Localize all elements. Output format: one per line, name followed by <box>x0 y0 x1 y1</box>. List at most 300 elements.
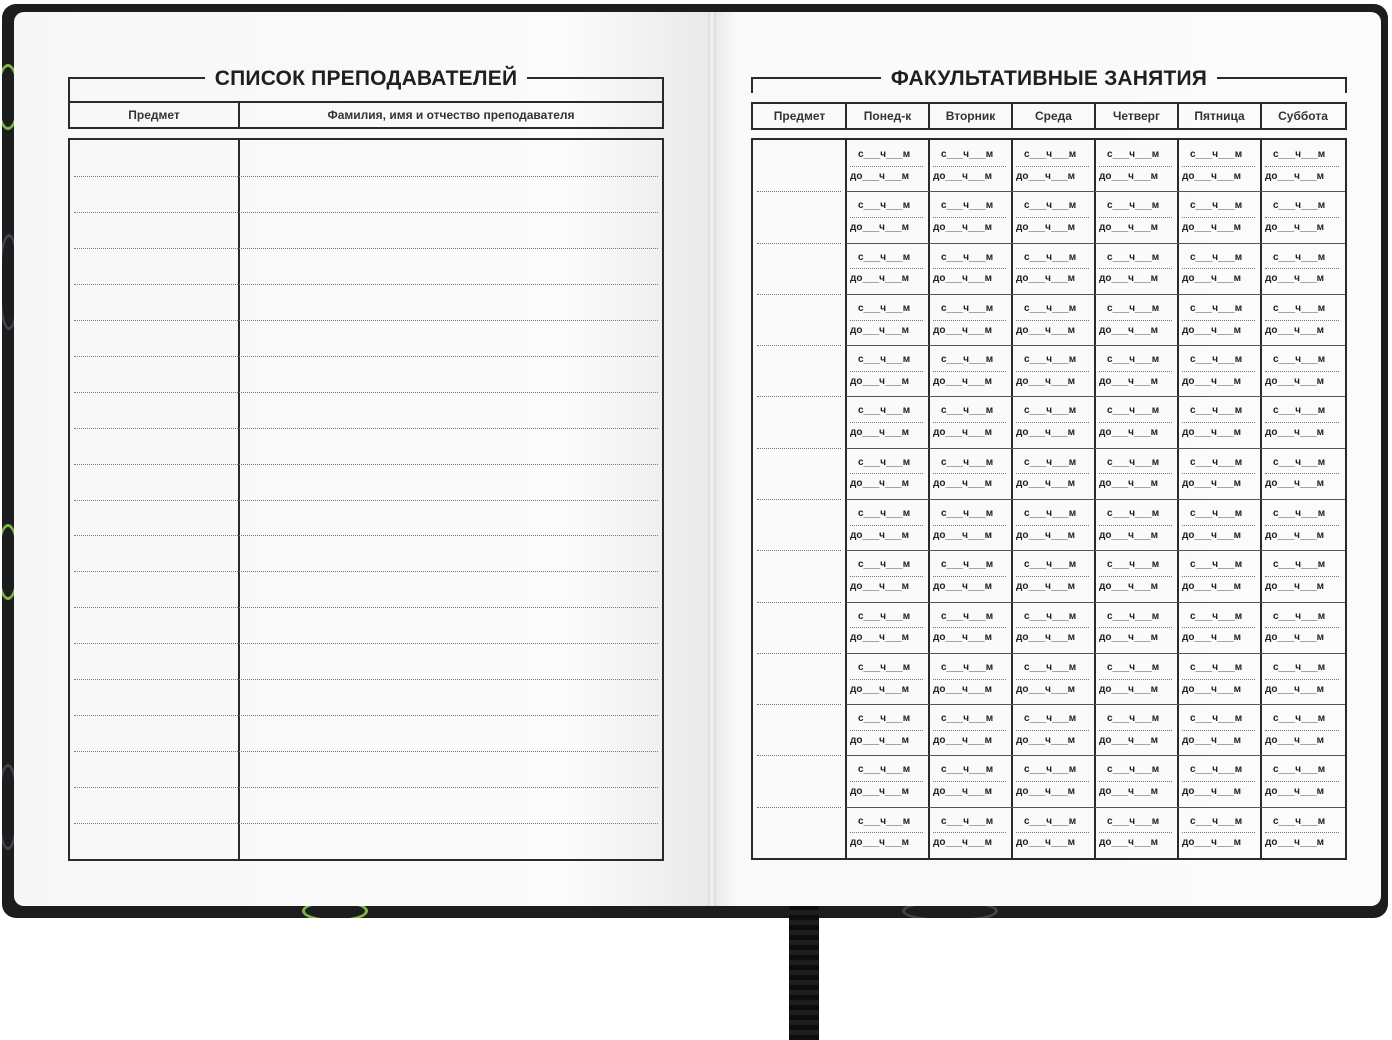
time-slot-divider <box>1265 679 1339 680</box>
time-from-field: с___ч___м <box>1190 200 1243 211</box>
electives-row-line <box>846 448 1345 449</box>
time-to-field: до___ч___м <box>850 427 910 438</box>
time-slot-divider <box>1182 730 1255 731</box>
time-from-field: с___ч___м <box>1024 303 1077 314</box>
time-from-field: с___ч___м <box>941 303 994 314</box>
time-slot-divider <box>933 217 1006 218</box>
time-to-field: до___ч___м <box>1099 171 1159 182</box>
header-subject: Предмет <box>128 108 180 122</box>
time-from-field: с___ч___м <box>1190 816 1243 827</box>
electives-header-day: Пятница <box>1194 109 1245 123</box>
time-slot-divider <box>1182 679 1255 680</box>
teachers-row-line <box>74 320 658 321</box>
time-from-field: с___ч___м <box>1190 662 1243 673</box>
time-to-field: до___ч___м <box>1182 222 1242 233</box>
time-to-field: до___ч___м <box>933 222 993 233</box>
time-from-field: с___ч___м <box>858 816 911 827</box>
teachers-row-line <box>74 464 658 465</box>
time-from-field: с___ч___м <box>1024 252 1077 263</box>
time-slot-divider <box>933 473 1006 474</box>
time-from-field: с___ч___м <box>941 559 994 570</box>
electives-subject-line <box>757 243 841 244</box>
time-from-field: с___ч___м <box>1190 303 1243 314</box>
electives-row-line <box>846 294 1345 295</box>
time-from-field: с___ч___м <box>1024 816 1077 827</box>
electives-title-row <box>751 64 1347 93</box>
time-slot-divider <box>1099 832 1172 833</box>
time-slot-divider <box>1016 781 1089 782</box>
time-slot-divider <box>1099 627 1172 628</box>
time-to-field: до___ч___м <box>1016 427 1076 438</box>
electives-row-line <box>846 499 1345 500</box>
time-to-field: до___ч___м <box>850 632 910 643</box>
time-to-field: до___ч___м <box>933 735 993 746</box>
time-from-field: с___ч___м <box>1190 252 1243 263</box>
time-from-field: с___ч___м <box>1190 508 1243 519</box>
electives-row-line <box>846 755 1345 756</box>
time-from-field: с___ч___м <box>941 149 994 160</box>
time-to-field: до___ч___м <box>850 786 910 797</box>
time-to-field: до___ч___м <box>1265 376 1325 387</box>
time-to-field: до___ч___м <box>1182 837 1242 848</box>
time-from-field: с___ч___м <box>858 764 911 775</box>
time-slot-divider <box>1265 166 1339 167</box>
time-to-field: до___ч___м <box>1182 735 1242 746</box>
time-slot-divider <box>1016 166 1089 167</box>
time-from-field: с___ч___м <box>858 303 911 314</box>
teachers-row-line <box>74 679 658 680</box>
electives-title: ФАКУЛЬТАТИВНЫЕ ЗАНЯТИЯ <box>890 66 1208 90</box>
time-to-field: до___ч___м <box>1016 222 1076 233</box>
time-to-field: до___ч___м <box>850 325 910 336</box>
time-from-field: с___ч___м <box>1107 816 1160 827</box>
time-from-field: с___ч___м <box>858 200 911 211</box>
time-from-field: с___ч___м <box>941 354 994 365</box>
time-from-field: с___ч___м <box>941 252 994 263</box>
time-to-field: до___ч___м <box>1265 171 1325 182</box>
time-to-field: до___ч___м <box>933 530 993 541</box>
teachers-row-line <box>74 428 658 429</box>
time-to-field: до___ч___м <box>850 222 910 233</box>
electives-header-day: Среда <box>1035 109 1072 123</box>
time-from-field: с___ч___м <box>1107 354 1160 365</box>
time-slot-divider <box>933 627 1006 628</box>
time-slot-divider <box>850 730 923 731</box>
time-to-field: до___ч___м <box>1016 171 1076 182</box>
time-from-field: с___ч___м <box>1107 662 1160 673</box>
time-slot-divider <box>1016 627 1089 628</box>
time-from-field: с___ч___м <box>941 764 994 775</box>
time-slot-divider <box>1099 166 1172 167</box>
electives-header-day: Вторник <box>945 109 996 123</box>
time-slot-divider <box>850 473 923 474</box>
time-slot-divider <box>850 217 923 218</box>
time-from-field: с___ч___м <box>1273 303 1326 314</box>
time-slot-divider <box>1016 730 1089 731</box>
teachers-row-line <box>74 571 658 572</box>
time-from-field: с___ч___м <box>1273 354 1326 365</box>
teachers-row-line <box>74 535 658 536</box>
teachers-row-line <box>74 212 658 213</box>
time-slot-divider <box>1016 422 1089 423</box>
time-from-field: с___ч___м <box>1190 405 1243 416</box>
time-slot-divider <box>1016 473 1089 474</box>
time-slot-divider <box>1016 320 1089 321</box>
electives-subject-line <box>757 294 841 295</box>
time-from-field: с___ч___м <box>1190 559 1243 570</box>
time-from-field: с___ч___м <box>1024 611 1077 622</box>
time-to-field: до___ч___м <box>850 478 910 489</box>
electives-table <box>751 138 1347 860</box>
time-slot-divider <box>933 832 1006 833</box>
time-to-field: до___ч___м <box>1099 273 1159 284</box>
electives-row-line <box>846 807 1345 808</box>
time-from-field: с___ч___м <box>1190 764 1243 775</box>
time-slot-divider <box>933 781 1006 782</box>
time-to-field: до___ч___м <box>1016 478 1076 489</box>
teachers-row-line <box>74 787 658 788</box>
time-from-field: с___ч___м <box>858 252 911 263</box>
time-slot-divider <box>933 679 1006 680</box>
time-from-field: с___ч___м <box>1024 559 1077 570</box>
time-slot-divider <box>1265 832 1339 833</box>
teachers-row-line <box>74 643 658 644</box>
time-slot-divider <box>1265 576 1339 577</box>
teachers-row-line <box>74 823 658 824</box>
time-from-field: с___ч___м <box>1190 457 1243 468</box>
electives-subject-line <box>757 396 841 397</box>
time-to-field: до___ч___м <box>1265 427 1325 438</box>
time-slot-divider <box>1182 781 1255 782</box>
electives-subject-line <box>757 807 841 808</box>
time-to-field: до___ч___м <box>1265 581 1325 592</box>
time-from-field: с___ч___м <box>858 457 911 468</box>
time-slot-divider <box>1016 525 1089 526</box>
time-to-field: до___ч___м <box>850 837 910 848</box>
electives-subject-line <box>757 653 841 654</box>
time-slot-divider <box>1182 320 1255 321</box>
time-to-field: до___ч___м <box>1099 325 1159 336</box>
time-from-field: с___ч___м <box>1273 200 1326 211</box>
time-from-field: с___ч___м <box>1190 354 1243 365</box>
time-from-field: с___ч___м <box>1190 611 1243 622</box>
time-from-field: с___ч___м <box>858 405 911 416</box>
time-from-field: с___ч___м <box>1024 713 1077 724</box>
electives-header-subject: Предмет <box>773 109 826 123</box>
time-from-field: с___ч___м <box>1273 508 1326 519</box>
time-from-field: с___ч___м <box>1024 354 1077 365</box>
time-slot-divider <box>1265 268 1339 269</box>
time-slot-divider <box>1265 781 1339 782</box>
teachers-row-line <box>74 500 658 501</box>
time-slot-divider <box>1182 422 1255 423</box>
time-from-field: с___ч___м <box>1107 149 1160 160</box>
time-slot-divider <box>933 166 1006 167</box>
time-to-field: до___ч___м <box>1182 478 1242 489</box>
time-from-field: с___ч___м <box>1273 662 1326 673</box>
electives-row-line <box>846 653 1345 654</box>
teachers-title-row <box>68 64 664 93</box>
time-to-field: до___ч___м <box>1265 837 1325 848</box>
time-from-field: с___ч___м <box>1273 457 1326 468</box>
teachers-header <box>68 91 664 129</box>
time-slot-divider <box>933 268 1006 269</box>
time-slot-divider <box>850 525 923 526</box>
time-to-field: до___ч___м <box>1182 171 1242 182</box>
time-from-field: с___ч___м <box>1024 764 1077 775</box>
time-slot-divider <box>1265 525 1339 526</box>
time-slot-divider <box>850 320 923 321</box>
time-to-field: до___ч___м <box>1265 530 1325 541</box>
electives-header-day: Понед-к <box>863 109 912 123</box>
electives-row-line <box>846 704 1345 705</box>
time-to-field: до___ч___м <box>1182 376 1242 387</box>
time-to-field: до___ч___м <box>933 427 993 438</box>
time-from-field: с___ч___м <box>1107 200 1160 211</box>
time-slot-divider <box>1016 679 1089 680</box>
time-from-field: с___ч___м <box>1107 508 1160 519</box>
time-to-field: до___ч___м <box>1099 376 1159 387</box>
time-from-field: с___ч___м <box>858 559 911 570</box>
time-to-field: до___ч___м <box>1099 478 1159 489</box>
time-to-field: до___ч___м <box>1099 530 1159 541</box>
time-to-field: до___ч___м <box>850 376 910 387</box>
time-to-field: до___ч___м <box>1182 427 1242 438</box>
time-to-field: до___ч___м <box>850 171 910 182</box>
electives-row-line <box>846 345 1345 346</box>
electives-subject-line <box>757 448 841 449</box>
time-from-field: с___ч___м <box>1273 559 1326 570</box>
time-from-field: с___ч___м <box>941 662 994 673</box>
time-slot-divider <box>1099 525 1172 526</box>
time-from-field: с___ч___м <box>1024 405 1077 416</box>
time-slot-divider <box>1099 730 1172 731</box>
time-slot-divider <box>1265 730 1339 731</box>
time-slot-divider <box>1182 217 1255 218</box>
time-to-field: до___ч___м <box>850 273 910 284</box>
time-to-field: до___ч___м <box>1099 735 1159 746</box>
title-rule <box>751 77 881 93</box>
time-slot-divider <box>1265 473 1339 474</box>
time-slot-divider <box>1182 627 1255 628</box>
time-to-field: до___ч___м <box>933 837 993 848</box>
time-from-field: с___ч___м <box>858 149 911 160</box>
electives-subject-line <box>757 499 841 500</box>
electives-row-line <box>846 396 1345 397</box>
time-to-field: до___ч___м <box>1182 684 1242 695</box>
time-from-field: с___ч___м <box>858 713 911 724</box>
time-from-field: с___ч___м <box>1107 303 1160 314</box>
time-from-field: с___ч___м <box>858 662 911 673</box>
time-to-field: до___ч___м <box>1265 632 1325 643</box>
teachers-row-line <box>74 248 658 249</box>
teachers-row-line <box>74 284 658 285</box>
time-from-field: с___ч___м <box>858 508 911 519</box>
time-from-field: с___ч___м <box>1273 611 1326 622</box>
time-to-field: до___ч___м <box>1099 786 1159 797</box>
time-from-field: с___ч___м <box>1024 149 1077 160</box>
time-from-field: с___ч___м <box>1107 252 1160 263</box>
time-slot-divider <box>933 730 1006 731</box>
time-slot-divider <box>1099 781 1172 782</box>
time-from-field: с___ч___м <box>1107 611 1160 622</box>
time-slot-divider <box>1099 320 1172 321</box>
time-to-field: до___ч___м <box>1099 427 1159 438</box>
time-to-field: до___ч___м <box>1182 581 1242 592</box>
time-from-field: с___ч___м <box>1024 457 1077 468</box>
teachers-row-line <box>74 392 658 393</box>
time-from-field: с___ч___м <box>1273 816 1326 827</box>
time-slot-divider <box>1016 371 1089 372</box>
time-from-field: с___ч___м <box>1107 764 1160 775</box>
time-to-field: до___ч___м <box>1016 325 1076 336</box>
time-to-field: до___ч___м <box>1265 222 1325 233</box>
time-slot-divider <box>1099 679 1172 680</box>
time-to-field: до___ч___м <box>933 376 993 387</box>
time-slot-divider <box>1099 473 1172 474</box>
time-slot-divider <box>1265 422 1339 423</box>
time-from-field: с___ч___м <box>941 713 994 724</box>
page-gutter <box>708 12 716 906</box>
time-to-field: до___ч___м <box>1265 684 1325 695</box>
time-from-field: с___ч___м <box>1107 405 1160 416</box>
teachers-row-line <box>74 176 658 177</box>
teachers-table <box>68 138 664 861</box>
time-from-field: с___ч___м <box>941 200 994 211</box>
time-from-field: с___ч___м <box>1024 200 1077 211</box>
time-to-field: до___ч___м <box>1016 684 1076 695</box>
time-from-field: с___ч___м <box>1190 149 1243 160</box>
time-slot-divider <box>933 371 1006 372</box>
time-from-field: с___ч___м <box>1273 764 1326 775</box>
time-from-field: с___ч___м <box>1107 559 1160 570</box>
teachers-row-line <box>74 356 658 357</box>
time-from-field: с___ч___м <box>1273 252 1326 263</box>
time-slot-divider <box>933 525 1006 526</box>
time-to-field: до___ч___м <box>1182 273 1242 284</box>
time-slot-divider <box>1099 217 1172 218</box>
electives-header-day: Четверг <box>1112 109 1161 123</box>
time-to-field: до___ч___м <box>933 581 993 592</box>
electives-row-line <box>846 243 1345 244</box>
title-rule <box>1217 77 1347 93</box>
electives-subject-line <box>757 755 841 756</box>
time-to-field: до___ч___м <box>850 684 910 695</box>
time-to-field: до___ч___м <box>1265 786 1325 797</box>
time-slot-divider <box>850 627 923 628</box>
time-from-field: с___ч___м <box>941 457 994 468</box>
time-from-field: с___ч___м <box>1024 508 1077 519</box>
time-slot-divider <box>1265 320 1339 321</box>
time-to-field: до___ч___м <box>1016 837 1076 848</box>
time-to-field: до___ч___м <box>933 478 993 489</box>
time-from-field: с___ч___м <box>941 816 994 827</box>
electives-subject-line <box>757 704 841 705</box>
time-to-field: до___ч___м <box>1099 684 1159 695</box>
electives-subject-line <box>757 550 841 551</box>
time-slot-divider <box>850 422 923 423</box>
time-from-field: с___ч___м <box>941 611 994 622</box>
time-slot-divider <box>1265 371 1339 372</box>
electives-subject-line <box>757 345 841 346</box>
time-slot-divider <box>1182 166 1255 167</box>
time-slot-divider <box>1182 576 1255 577</box>
time-slot-divider <box>933 576 1006 577</box>
teachers-row-line <box>74 607 658 608</box>
time-to-field: до___ч___м <box>1182 530 1242 541</box>
time-to-field: до___ч___м <box>933 632 993 643</box>
time-slot-divider <box>1182 832 1255 833</box>
time-slot-divider <box>850 576 923 577</box>
ribbon-bookmark <box>789 905 819 1040</box>
time-slot-divider <box>1182 268 1255 269</box>
electives-header <box>751 102 1347 130</box>
time-slot-divider <box>1099 422 1172 423</box>
time-from-field: с___ч___м <box>1107 713 1160 724</box>
time-slot-divider <box>1016 832 1089 833</box>
time-to-field: до___ч___м <box>933 325 993 336</box>
time-to-field: до___ч___м <box>1265 273 1325 284</box>
electives-row-line <box>846 191 1345 192</box>
time-to-field: до___ч___м <box>1099 581 1159 592</box>
time-to-field: до___ч___м <box>1016 376 1076 387</box>
electives-header-day: Суббота <box>1278 109 1328 123</box>
time-to-field: до___ч___м <box>1016 273 1076 284</box>
header-teacher-name: Фамилия, имя и отчество преподавателя <box>327 108 575 122</box>
electives-subject-line <box>757 602 841 603</box>
time-slot-divider <box>850 679 923 680</box>
time-to-field: до___ч___м <box>1182 325 1242 336</box>
time-from-field: с___ч___м <box>858 354 911 365</box>
time-to-field: до___ч___м <box>1099 837 1159 848</box>
time-to-field: до___ч___м <box>1265 478 1325 489</box>
electives-row-line <box>846 550 1345 551</box>
time-slot-divider <box>850 166 923 167</box>
time-slot-divider <box>1265 217 1339 218</box>
time-to-field: до___ч___м <box>850 735 910 746</box>
time-to-field: до___ч___м <box>1099 632 1159 643</box>
time-to-field: до___ч___м <box>1016 632 1076 643</box>
time-from-field: с___ч___м <box>1107 457 1160 468</box>
time-slot-divider <box>933 320 1006 321</box>
time-from-field: с___ч___м <box>1273 405 1326 416</box>
teachers-row-line <box>74 751 658 752</box>
time-from-field: с___ч___м <box>941 508 994 519</box>
time-slot-divider <box>850 268 923 269</box>
teachers-row-line <box>74 715 658 716</box>
time-to-field: до___ч___м <box>933 171 993 182</box>
time-from-field: с___ч___м <box>1273 149 1326 160</box>
time-slot-divider <box>1016 217 1089 218</box>
time-from-field: с___ч___м <box>1190 713 1243 724</box>
time-slot-divider <box>1099 576 1172 577</box>
time-from-field: с___ч___м <box>941 405 994 416</box>
teachers-title: СПИСОК ПРЕПОДАВАТЕЛЕЙ <box>214 66 518 90</box>
time-slot-divider <box>850 781 923 782</box>
time-from-field: с___ч___м <box>858 611 911 622</box>
time-slot-divider <box>1099 268 1172 269</box>
time-to-field: до___ч___м <box>1016 581 1076 592</box>
time-slot-divider <box>1099 371 1172 372</box>
time-to-field: до___ч___м <box>1016 735 1076 746</box>
time-slot-divider <box>1265 627 1339 628</box>
time-to-field: до___ч___м <box>1016 786 1076 797</box>
electives-subject-line <box>757 191 841 192</box>
time-slot-divider <box>850 832 923 833</box>
time-to-field: до___ч___м <box>1099 222 1159 233</box>
time-slot-divider <box>1016 268 1089 269</box>
time-to-field: до___ч___м <box>1182 632 1242 643</box>
